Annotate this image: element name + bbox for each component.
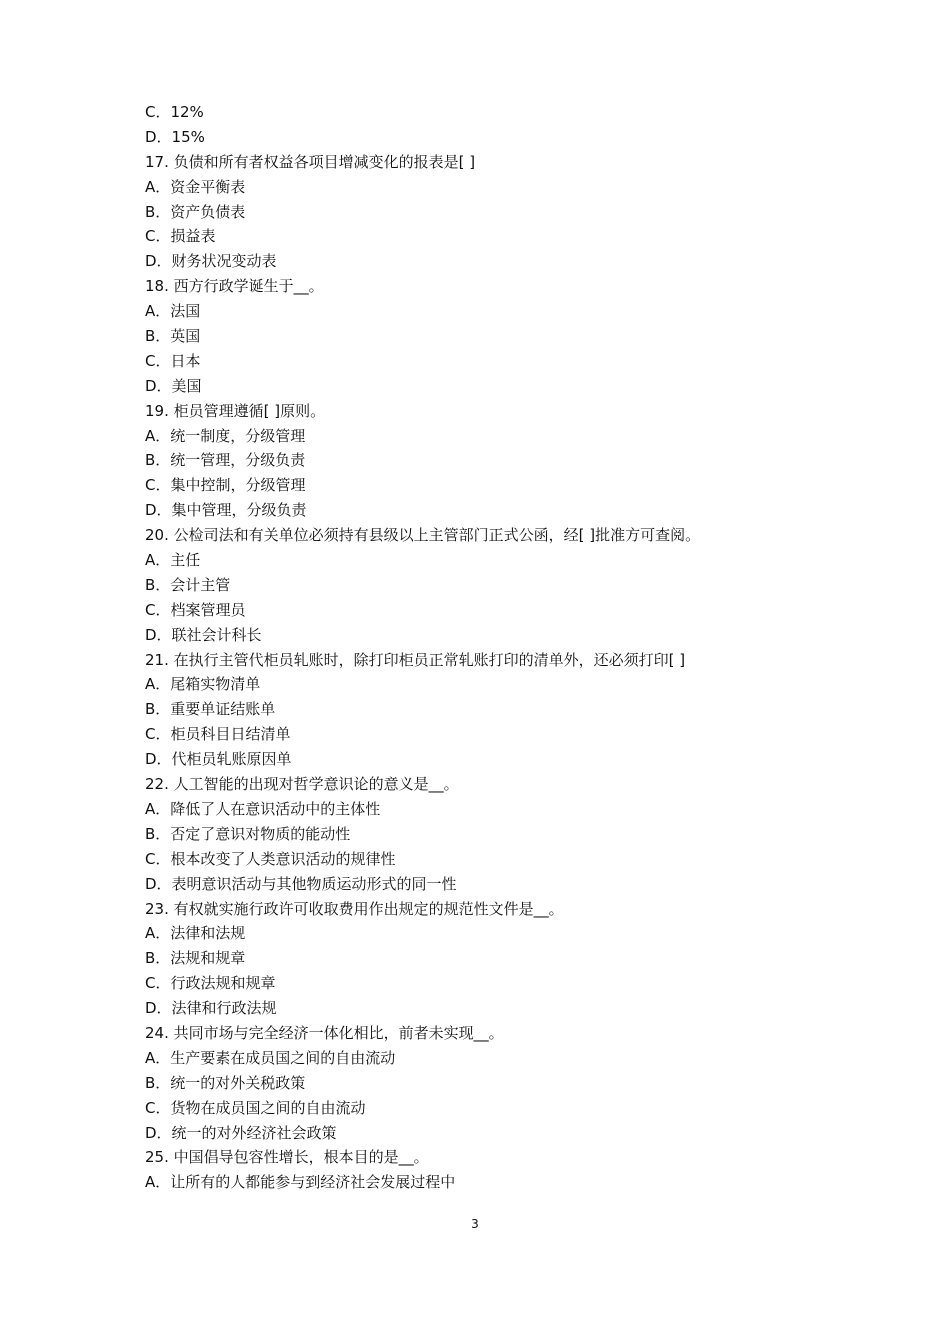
option-text: A．尾箱实物清单 [145,675,261,694]
option-text: A．降低了人在意识活动中的主体性 [145,799,381,818]
question-text: 23. 有权就实施行政许可收取费用作出规定的规范性文件是__。 [145,899,564,918]
question-text: 17. 负债和所有者权益各项目增减变化的报表是[ ] [145,152,476,171]
option-text: C．12% [145,103,204,121]
option-text: B．统一管理，分级负责 [145,451,306,470]
question-text: 20. 公检司法和有关单位必须持有县级以上主管部门正式公函，经[ ]批准方可查阅。 [145,526,701,545]
option-text: D．表明意识活动与其他物质运动形式的同一性 [145,874,457,893]
option-text: D．代柜员轧账原因单 [145,750,292,769]
option-text: A．法律和法规 [145,924,246,943]
option-text: C．货物在成员国之间的自由流动 [145,1098,366,1117]
option-text: C．集中控制，分级管理 [145,476,306,495]
question-text: 25. 中国倡导包容性增长，根本目的是__。 [145,1148,429,1167]
option-text: C．档案管理员 [145,600,246,619]
option-text: A．统一制度，分级管理 [145,426,306,445]
option-text: C．柜员科目日结清单 [145,725,291,744]
option-text: D．财务状况变动表 [145,252,277,271]
page-number: 3 [471,1217,479,1231]
option-text: C．损益表 [145,227,216,246]
option-text: B．资产负债表 [145,202,246,221]
option-text: A．资金平衡表 [145,177,246,196]
option-text: C．行政法规和规章 [145,974,276,993]
question-text: 21. 在执行主管代柜员轧账时，除打印柜员正常轧账打印的清单外，还必须打印[ ] [145,650,686,669]
question-list [145,100,825,1195]
option-text: A．让所有的人都能参与到经济社会发展过程中 [145,1173,456,1192]
option-text: C．根本改变了人类意识活动的规律性 [145,849,396,868]
option-text: D．统一的对外经济社会政策 [145,1123,337,1142]
option-text: D．15% [145,127,205,146]
option-text: B．英国 [145,327,201,346]
option-text: B．法规和规章 [145,949,246,968]
option-text: A．法国 [145,302,201,321]
question-text: 22. 人工智能的出现对哲学意识论的意义是__。 [145,775,459,794]
option-text: C．日本 [145,351,201,370]
option-text: B．重要单证结账单 [145,700,276,719]
option-text: A．生产要素在成员国之间的自由流动 [145,1048,396,1067]
option-text: D．联社会计科长 [145,625,262,644]
option-text: D．集中管理，分级负责 [145,501,307,520]
question-text: 19. 柜员管理遵循[ ]原则。 [145,401,326,420]
option-text: B．否定了意识对物质的能动性 [145,824,351,843]
option-text: B．会计主管 [145,575,231,594]
question-text: 24. 共同市场与完全经济一体化相比，前者未实现__。 [145,1023,504,1042]
option-text: D．法律和行政法规 [145,999,277,1018]
option-text: D．美国 [145,376,202,395]
option-text: A．主任 [145,551,201,570]
question-text: 18. 西方行政学诞生于__。 [145,277,324,296]
option-text: B．统一的对外关税政策 [145,1073,306,1092]
